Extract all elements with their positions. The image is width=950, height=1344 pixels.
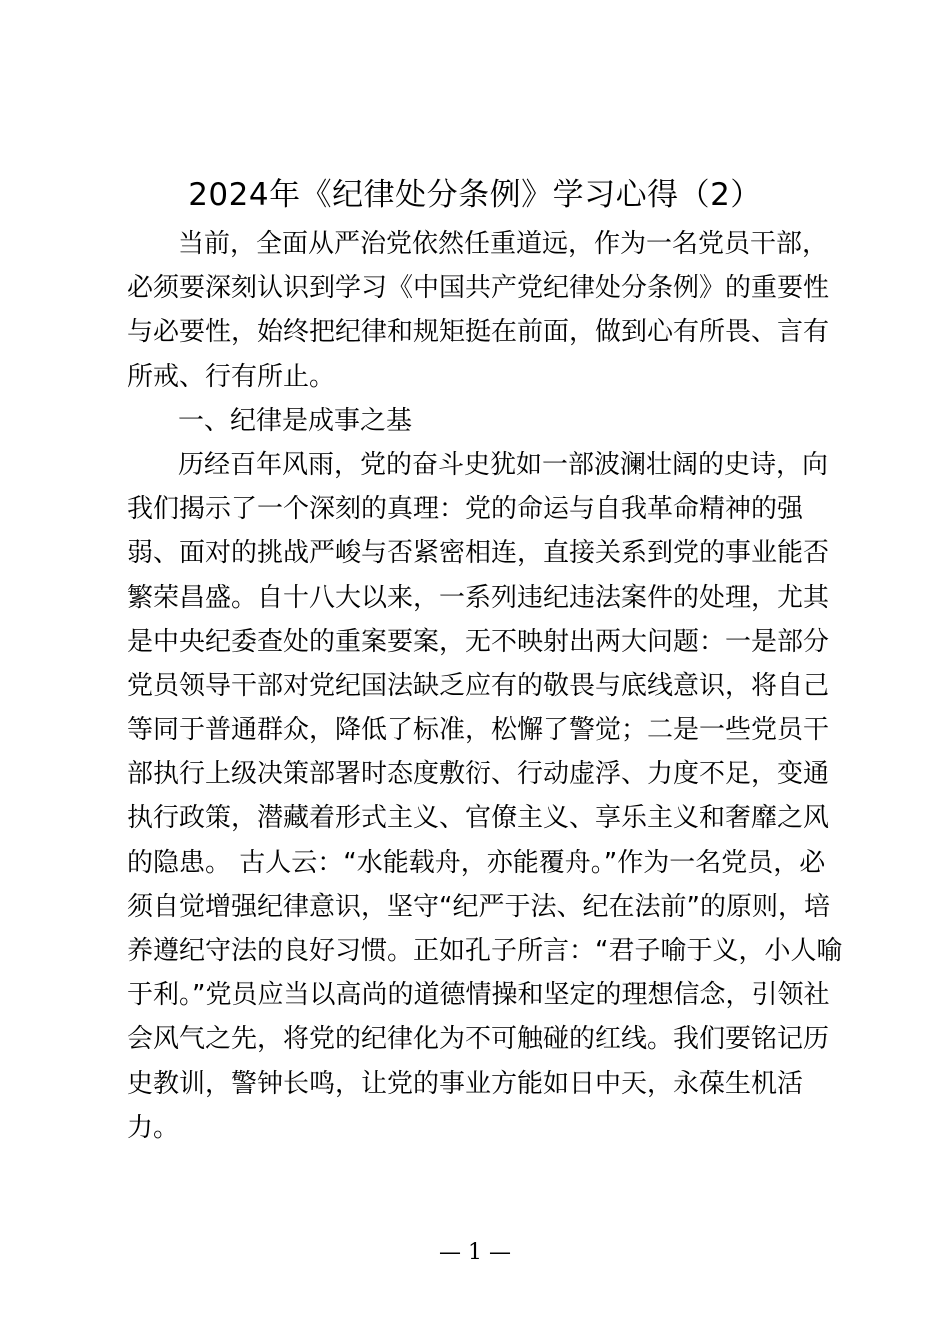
paragraph-line: 执行政策，潜藏着形式主义、官僚主义、享乐主义和奢靡之风 <box>127 803 830 834</box>
paragraph-line: 力。 <box>127 1112 180 1143</box>
paragraph-line: 繁荣昌盛。自十八大以来，一系列违纪违法案件的处理，尤其 <box>127 582 830 613</box>
paragraph-line: 我们揭示了一个深刻的真理：党的命运与自我革命精神的强 <box>127 494 804 525</box>
paragraph-line: 等同于普通群众，降低了标准，松懈了警觉；二是一些党员干 <box>127 715 830 746</box>
paragraph-line: 所戒、行有所止。 <box>127 361 336 392</box>
document-title: 2024年《纪律处分条例》学习心得（2） <box>188 177 762 213</box>
paragraph-line: 弱、面对的挑战严峻与否紧密相连，直接关系到党的事业能否 <box>127 538 830 569</box>
paragraph-line: 部执行上级决策部署时态度敷衍、行动虚浮、力度不足，变通 <box>127 759 830 790</box>
paragraph-line: 养遵纪守法的良好习惯。正如孔子所言：“君子喻于义，小人喻 <box>127 936 843 966</box>
paragraph-line: 历经百年风雨，党的奋斗史犹如一部波澜壮阔的史诗，向 <box>178 449 829 480</box>
page-number: — 1 — <box>439 1240 511 1265</box>
paragraph-line: 当前，全面从严治党依然任重道远，作为一名党员干部， <box>178 229 829 259</box>
paragraph-line: 史教训，警钟长鸣，让党的事业方能如日中天，永葆生机活 <box>127 1068 804 1099</box>
document-body <box>127 222 843 1150</box>
section-heading: 一、纪律是成事之基 <box>178 405 413 436</box>
paragraph-line: 会风气之先，将党的纪律化为不可触碰的红线。我们要铭记历 <box>127 1024 830 1055</box>
paragraph-line: 是中央纪委查处的重案要案，无不映射出两大问题：一是部分 <box>127 626 830 657</box>
paragraph-line: 于利。”党员应当以高尚的道德情操和坚定的理想信念，引领社 <box>127 980 830 1011</box>
paragraph-line: 党员领导干部对党纪国法缺乏应有的敬畏与底线意识，将自己 <box>127 670 830 701</box>
paragraph-line: 的隐患。 古人云：“水能载舟，亦能覆舟。”作为一名党员，必 <box>127 847 826 878</box>
paragraph-line: 与必要性，始终把纪律和规矩挺在前面，做到心有所畏、言有 <box>127 317 830 348</box>
paragraph-line: 必须要深刻认识到学习《中国共产党纪律处分条例》的重要性 <box>127 273 830 304</box>
paragraph-line: 须自觉增强纪律意识，坚守“纪严于法、纪在法前”的原则，培 <box>127 891 830 922</box>
